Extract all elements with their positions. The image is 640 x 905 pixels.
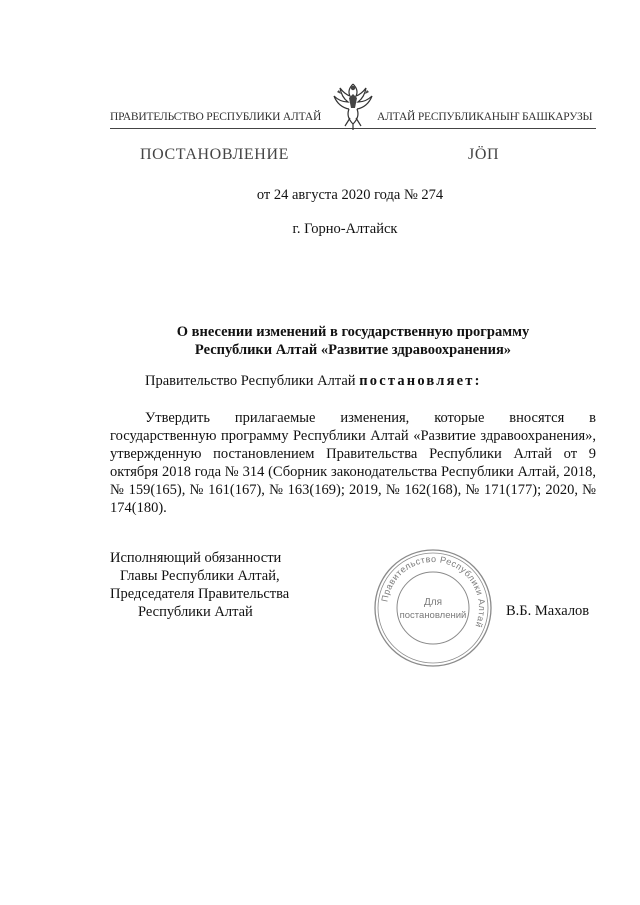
title-line-1: О внесении изменений в государственную программу (176, 324, 530, 340)
signature-block (110, 549, 310, 621)
stamp-center-line-1: Для (423, 597, 443, 608)
stamp-ring-text: Правительство Республики Алтай (379, 553, 488, 630)
doc-type-right: ЈӦП (468, 146, 500, 163)
signer-name: В.Б. Махалов (506, 603, 590, 619)
signature-line-3: Председателя Правительства (110, 586, 290, 602)
signature-line-1: Исполняющий обязанности (110, 550, 282, 566)
official-stamp (372, 547, 494, 669)
coat-of-arms-emblem (329, 78, 377, 132)
header-right-text: АЛТАЙ РЕСПУБЛИКАНЫҤ БАШКАРУЗЫ (377, 111, 593, 123)
signature-line-4: Республики Алтай (138, 604, 253, 620)
body-paragraph: Утвердить прилагаемые изменения, которые вносятся в государственную программу Республики Алтай «Развитие здравоохранения», утвержденную постановлением Правительства Республики Алтай от 9 октября 2018 года № 314 (Сборник законодательства Республики Алтай, 2018, № 159(165), № 161(167), № 163(169); 2019, № 162(168), № 171(177); 2020, № 174(180). (110, 410, 596, 516)
document-title (110, 323, 596, 359)
title-line-2: Республики Алтай «Развитие здравоохранения» (194, 342, 512, 358)
city-line: г. Горно-Алтайск (292, 221, 398, 237)
preamble-text: Правительство Республики Алтай (145, 373, 360, 389)
date-line: от 24 августа 2020 года № 274 (256, 187, 444, 203)
header-left-text: ПРАВИТЕЛЬСТВО РЕСПУБЛИКИ АЛТАЙ (110, 111, 322, 123)
preamble-emphasis: постановляет: (359, 373, 482, 389)
stamp-center-line-2: постановлений (399, 610, 467, 621)
doc-type-left: ПОСТАНОВЛЕНИЕ (140, 146, 289, 163)
preamble (145, 373, 482, 390)
signature-line-2: Главы Республики Алтай, (120, 568, 280, 584)
